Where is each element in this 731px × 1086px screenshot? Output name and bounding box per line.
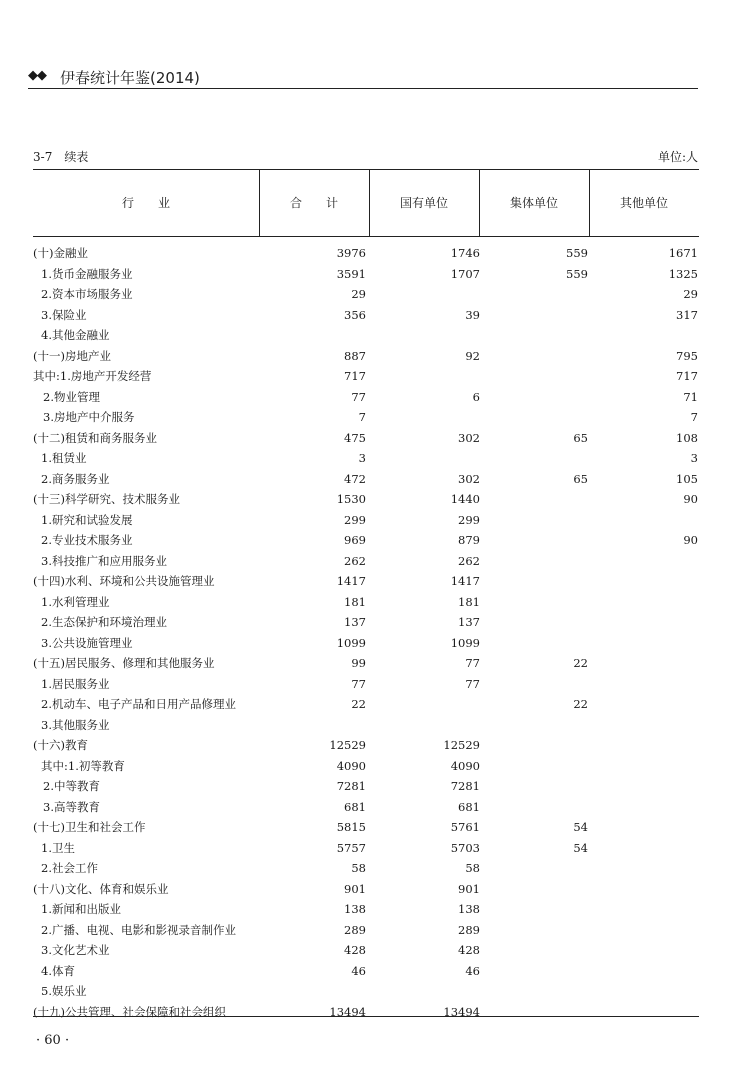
table-row [33,366,699,387]
other-value: 29 [683,287,698,301]
table-code: 3-7 续表 [33,150,89,164]
state-owned-value: 6 [472,389,480,404]
header-collective: 集体单位 [509,196,558,210]
table-row [33,428,699,449]
table-row [33,879,699,900]
collective-value: 22 [573,697,588,711]
table-row [33,940,699,961]
industry-name: 1.新闻和出版业 [41,902,121,916]
total-value: 77 [351,389,366,404]
other-value: 90 [683,533,698,547]
industry-name: 2.专业技术服务业 [41,533,133,547]
state-owned-value: 5761 [450,820,480,834]
header-industry: 行 业 [121,196,170,210]
state-owned-value: 1099 [450,635,480,650]
collective-value: 54 [573,820,588,834]
state-owned-value: 77 [465,676,480,691]
header-rule [33,236,699,237]
total-value: 475 [344,430,366,445]
total-value: 4090 [336,758,366,773]
state-owned-value: 92 [465,348,480,363]
header-rule [28,88,698,89]
state-owned-value: 4090 [450,758,480,773]
state-owned-value: 1417 [450,574,480,588]
total-value: 3976 [336,246,366,260]
industry-name: 3.文化艺术业 [41,943,110,957]
industry-name: 2.生态保护和环境治理业 [41,615,167,629]
table-row [33,448,699,469]
table-row [33,735,699,756]
total-value: 901 [344,881,366,896]
other-value: 1325 [668,266,698,281]
total-value: 3 [358,451,366,465]
total-value: 5757 [336,840,366,855]
unit-label: 单位:人 [657,150,698,164]
state-owned-value: 1707 [450,266,480,281]
industry-name: 2.社会工作 [41,861,98,875]
industry-name: 1.卫生 [41,840,75,855]
total-value: 29 [351,287,366,301]
industry-name: 3.房地产中介服务 [43,410,135,424]
total-value: 262 [344,553,366,568]
state-owned-value: 299 [458,512,480,527]
industry-name: (十八)文化、体育和娱乐业 [33,881,169,896]
total-value: 5815 [336,820,366,834]
state-owned-value: 13494 [443,1004,480,1019]
total-value: 681 [344,799,366,814]
total-value: 299 [344,512,366,527]
other-value: 3 [690,451,698,465]
state-owned-value: 181 [458,594,480,609]
collective-value: 559 [566,246,588,260]
total-value: 1417 [336,574,366,588]
table-row [33,305,699,326]
other-value: 317 [676,307,698,322]
page-number: · 60 · [36,1033,70,1048]
total-value: 1099 [336,635,366,650]
table-row [33,612,699,633]
header-state-owned: 国有单位 [399,196,448,210]
state-owned-value: 681 [458,799,480,814]
total-value: 22 [351,697,366,711]
other-value: 795 [676,348,698,363]
total-value: 969 [344,533,366,547]
table-row [33,551,699,572]
total-value: 77 [351,676,366,691]
table-row [33,346,699,367]
total-value: 887 [344,348,366,363]
header-other: 其他单位 [619,196,668,210]
industry-name: 1.居民服务业 [41,676,110,691]
industry-name: 3.科技推广和应用服务业 [41,553,167,568]
table-row [33,387,699,408]
industry-name: 1.研究和试验发展 [41,512,133,527]
table-row [33,776,699,797]
table-row [33,243,699,264]
industry-name: (十六)教育 [33,738,88,752]
table-row [33,571,699,592]
collective-value: 22 [573,656,588,670]
table-row [33,592,699,613]
total-value: 717 [344,369,366,383]
table-bottom-rule [33,1016,699,1017]
state-owned-value: 1746 [450,246,480,260]
industry-name: 3.高等教育 [43,799,100,814]
industry-name: (十)金融业 [33,246,88,260]
diamond-icon: ◆◆ [28,68,46,83]
state-owned-value: 46 [465,963,480,978]
industry-name: 1.货币金融服务业 [41,266,133,281]
table-row [33,489,699,510]
table-row [33,674,699,695]
table-row [33,899,699,920]
other-value: 71 [683,389,698,404]
table-row [33,1002,699,1023]
state-owned-value: 302 [458,430,480,445]
table-row [33,756,699,777]
state-owned-value: 138 [458,902,480,916]
total-value: 46 [351,963,366,978]
industry-name: 2.物业管理 [43,389,100,404]
other-value: 105 [676,471,698,486]
table-row [33,694,699,715]
other-value: 717 [676,369,698,383]
state-owned-value: 1440 [450,492,480,506]
state-owned-value: 5703 [450,840,480,855]
industry-name: 1.租赁业 [41,451,87,465]
table-row [33,817,699,838]
other-value: 90 [683,492,698,506]
state-owned-value: 12529 [443,738,480,752]
total-value: 181 [344,594,366,609]
total-value: 99 [351,656,366,670]
industry-name: 1.水利管理业 [41,594,110,609]
total-value: 3591 [336,266,366,281]
industry-name: 3.其他服务业 [41,717,110,732]
header-total: 合 计 [289,196,338,210]
state-owned-value: 879 [458,533,480,547]
total-value: 138 [344,902,366,916]
industry-name: 2.机动车、电子产品和日用产品修理业 [41,697,236,711]
industry-name: 4.其他金融业 [41,328,110,342]
industry-name: 4.体育 [41,963,75,978]
table-row [33,797,699,818]
other-value: 108 [676,430,698,445]
industry-name: (十一)房地产业 [33,348,111,363]
industry-name: 2.广播、电视、电影和影视录音制作业 [41,922,236,937]
table-row [33,469,699,490]
industry-name: 2.中等教育 [43,779,100,793]
industry-name: (十九)公共管理、社会保障和社会组织 [33,1004,226,1019]
table-row [33,264,699,285]
other-value: 1671 [668,246,698,260]
running-header [28,64,698,90]
industry-name: (十五)居民服务、修理和其他服务业 [33,656,215,670]
collective-value: 65 [573,430,588,445]
state-owned-value: 262 [458,553,480,568]
industry-name: (十四)水利、环境和公共设施管理业 [33,574,215,588]
table-row [33,858,699,879]
industry-name: 5.娱乐业 [41,984,87,998]
table-row [33,981,699,1002]
total-value: 472 [344,471,366,486]
state-owned-value: 58 [465,861,480,875]
table-row [33,920,699,941]
state-owned-value: 77 [465,656,480,670]
total-value: 13494 [329,1004,366,1019]
table-body [33,243,699,1022]
total-value: 7 [358,410,366,424]
state-owned-value: 137 [458,615,480,629]
collective-value: 54 [573,840,588,855]
table-row [33,325,699,346]
industry-name: (十三)科学研究、技术服务业 [33,492,180,506]
total-value: 289 [344,922,366,937]
industry-name: 2.资本市场服务业 [41,287,133,301]
table-row [33,510,699,531]
table-row [33,961,699,982]
industry-name: (十七)卫生和社会工作 [33,820,146,834]
state-owned-value: 289 [458,922,480,937]
table-row [33,407,699,428]
table-row [33,715,699,736]
total-value: 137 [344,615,366,629]
industry-name: 2.商务服务业 [41,471,110,486]
industry-name: 3.保险业 [41,307,87,322]
state-owned-value: 901 [458,881,480,896]
total-value: 1530 [336,492,366,506]
total-value: 58 [351,861,366,875]
state-owned-value: 39 [465,307,480,322]
collective-value: 65 [573,471,588,486]
other-value: 7 [690,410,698,424]
total-value: 7281 [336,779,366,793]
table-row [33,838,699,859]
total-value: 356 [344,307,366,322]
industry-name: 3.公共设施管理业 [41,635,133,650]
table-row [33,284,699,305]
total-value: 12529 [329,738,366,752]
total-value: 428 [344,943,366,957]
table-row [33,530,699,551]
state-owned-value: 428 [458,943,480,957]
industry-name: 其中:1.初等教育 [41,758,125,773]
state-owned-value: 7281 [450,779,480,793]
table-row [33,633,699,654]
collective-value: 559 [566,266,588,281]
yearbook-title: 伊春统计年鉴(2014) [60,69,200,87]
state-owned-value: 302 [458,471,480,486]
industry-name: 其中:1.房地产开发经营 [33,369,152,383]
table-row [33,653,699,674]
industry-name: (十二)租赁和商务服务业 [33,430,157,445]
